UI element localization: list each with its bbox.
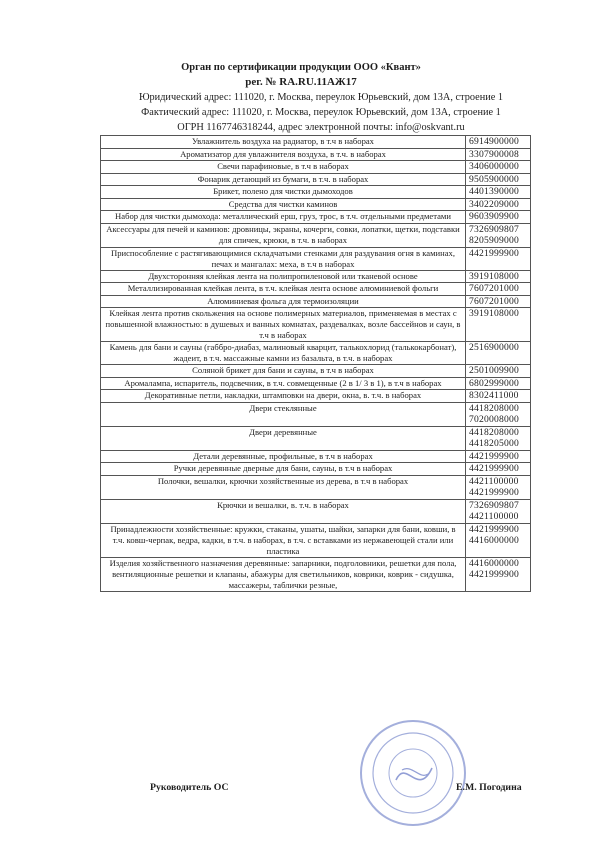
product-description: Набор для чистки дымохода: металлический ерш, груз, трос, в т.ч. отдельными предметами — [101, 211, 466, 224]
ogrn-line: ОГРН 1167746318244, адрес электронной почты: info@oskvant.ru — [177, 122, 465, 133]
product-description: Двухсторонняя клейкая лента на полипропиленовой или тканевой основе — [101, 270, 466, 283]
table-row — [101, 463, 531, 476]
tn-ved-code: 3919108000 — [469, 308, 519, 319]
tn-ved-code: 9505900000 — [469, 173, 519, 185]
tn-ved-code: 4418208000 — [469, 426, 519, 438]
table-row — [101, 390, 531, 403]
tn-ved-code: 4421999900 — [469, 523, 519, 535]
tn-ved-codes — [466, 283, 531, 296]
product-description: Приспособление с растягивающимися складчатыми стенками для раздувания огня в каминах, печах и мангалах: меха, в т.ч в наборах — [101, 247, 466, 270]
product-description: Полочки, вешалки, крючки хозяйственные из дерева, в т.ч в наборах — [101, 475, 466, 499]
tn-ved-code: 8302411000 — [469, 390, 519, 401]
product-description: Фонарик детающий из бумаги, в т.ч. в наборах — [101, 173, 466, 186]
registration-number: рег. № RA.RU.11АЖ17 — [245, 76, 357, 88]
table-row — [101, 173, 531, 186]
table-row — [101, 308, 531, 342]
product-description: Ароматизатор для увлажнителя воздуха, в т.ч. в наборах — [101, 148, 466, 161]
tn-ved-codes — [466, 402, 531, 426]
tn-ved-codes — [466, 198, 531, 211]
table-row — [101, 148, 531, 161]
tn-ved-code: 7326909807 — [469, 499, 519, 511]
tn-ved-code: 4421999900 — [469, 463, 519, 474]
table-row — [101, 402, 531, 426]
table-row — [101, 523, 531, 557]
tn-ved-code: 9603909900 — [469, 211, 519, 222]
table-row — [101, 161, 531, 174]
product-description: Алюминиевая фольга для термоизоляции — [101, 295, 466, 308]
tn-ved-code: 3919108000 — [469, 270, 519, 282]
table-row — [101, 557, 531, 591]
tn-ved-code: 4416000000 — [469, 535, 519, 546]
organization-stamp — [358, 718, 468, 828]
tn-ved-codes — [466, 308, 531, 342]
table-row — [101, 270, 531, 283]
table-row — [101, 475, 531, 499]
head-label: Руководитель ОС — [150, 782, 229, 793]
product-description: Принадлежности хозяйственные: кружки, стаканы, ушаты, шайки, запарки для бани, ковши, в т.ч. ковш-черпак, ведра, кадки, в т.ч. в наборах, в т.ч. с вставками из нержавеющей стали или пластика — [101, 523, 466, 557]
products-table — [100, 135, 531, 592]
tn-ved-codes — [466, 390, 531, 403]
product-description: Аксессуары для печей и каминов: дровницы, экраны, кочерги, совки, лопатки, щетки, подставки для спичек, крюки, в т.ч. в наборах — [101, 223, 466, 247]
tn-ved-codes — [466, 450, 531, 463]
tn-ved-code: 2516900000 — [469, 342, 519, 353]
table-row — [101, 295, 531, 308]
tn-ved-code: 4421100000 — [469, 511, 519, 522]
product-description: Изделия хозяйственного назначения деревянные: запарники, подголовники, решетки для пола, вентиляционные решетки и клапаны, абажуры для светильников, коврики, коврик - сидушка, массажеры, таблички резные, — [101, 557, 466, 591]
tn-ved-code: 7607201000 — [469, 295, 519, 307]
tn-ved-code: 4421100000 — [469, 475, 519, 487]
tn-ved-codes — [466, 523, 531, 557]
head-name: Е.М. Погодина — [456, 782, 522, 793]
table-row — [101, 211, 531, 224]
tn-ved-code: 3406000000 — [469, 161, 519, 172]
legal-address: Юридический адрес: 111020, г. Москва, переулок Юрьевский, дом 13А, строение 1 — [138, 92, 504, 103]
tn-ved-code: 7607201000 — [469, 283, 519, 294]
tn-ved-code: 3402209000 — [469, 198, 519, 210]
tn-ved-codes — [466, 161, 531, 174]
tn-ved-codes — [466, 475, 531, 499]
product-description: Металлизированная клейкая лента, в т.ч. клейкая лента основе алюминиевой фольги — [101, 283, 466, 296]
table-row — [101, 377, 531, 390]
tn-ved-codes — [466, 223, 531, 247]
tn-ved-code: 4418208000 — [469, 402, 519, 414]
table-row — [101, 283, 531, 296]
tn-ved-codes — [466, 247, 531, 270]
product-description: Свечи парафиновые, в т.ч в наборах — [101, 161, 466, 174]
table-row — [101, 426, 531, 450]
tn-ved-code: 4421999900 — [469, 487, 519, 498]
tn-ved-codes — [466, 173, 531, 186]
table-row — [101, 247, 531, 270]
product-description: Клейкая лента против скольжения на основе полимерных материалов, применяемая в местах с повышенной влажностью: в душевых и ванных комнатах, раздевалках, возле бассейнов и саун, в т.ч в наборах — [101, 308, 466, 342]
table-row — [101, 450, 531, 463]
tn-ved-code: 6802999000 — [469, 377, 519, 389]
product-description: Декоративные петли, накладки, штамповки на двери, окна, в. т.ч. в наборах — [101, 390, 466, 403]
tn-ved-code: 4421999900 — [469, 450, 519, 462]
tn-ved-codes — [466, 211, 531, 224]
tn-ved-codes — [466, 295, 531, 308]
organization-title: Орган по сертификации продукции ООО «Квант» — [181, 62, 421, 73]
product-description: Соляной брикет для бани и сауны, в т.ч в наборах — [101, 365, 466, 378]
tn-ved-code: 4418205000 — [469, 438, 519, 449]
tn-ved-code: 4416000000 — [469, 557, 519, 569]
product-description: Детали деревянные, профильные, в т.ч в наборах — [101, 450, 466, 463]
table-row — [101, 198, 531, 211]
tn-ved-code: 8205909000 — [469, 235, 519, 246]
product-description: Средства для чистки каминов — [101, 198, 466, 211]
product-description: Двери стеклянные — [101, 402, 466, 426]
product-description: Ручки деревянные дверные для бани, сауны, в т.ч в наборах — [101, 463, 466, 476]
tn-ved-code: 7020008000 — [469, 414, 519, 425]
document-header — [0, 60, 602, 135]
tn-ved-codes — [466, 426, 531, 450]
product-description: Двери деревянные — [101, 426, 466, 450]
table-row — [101, 365, 531, 378]
actual-address: Фактический адрес: 111020, г. Москва, переулок Юрьевский, дом 13А, строение 1 — [141, 107, 501, 118]
tn-ved-codes — [466, 186, 531, 199]
tn-ved-codes — [466, 365, 531, 378]
table-row — [101, 499, 531, 523]
tn-ved-codes — [466, 342, 531, 365]
product-description: Увлажнитель воздуха на радиатор, в т.ч в наборах — [101, 136, 466, 149]
tn-ved-codes — [466, 377, 531, 390]
product-description: Крючки и вешалки, в. т.ч. в наборах — [101, 499, 466, 523]
tn-ved-codes — [466, 148, 531, 161]
tn-ved-codes — [466, 136, 531, 149]
product-description: Камень для бани и сауны (габбро-диабаз, малиновый кварцит, талькохлорид (талькокарбонат), жадеит, в т.ч. массажные камни из базальта, в т.ч. в наборах — [101, 342, 466, 365]
tn-ved-codes — [466, 270, 531, 283]
tn-ved-code: 4401390000 — [469, 186, 519, 197]
tn-ved-codes — [466, 557, 531, 591]
tn-ved-codes — [466, 463, 531, 476]
table-row — [101, 342, 531, 365]
tn-ved-codes — [466, 499, 531, 523]
tn-ved-code: 4421999900 — [469, 569, 519, 580]
product-description: Брикет, полено для чистки дымоходов — [101, 186, 466, 199]
product-description: Аромалампа, испаритель, подсвечник, в т.ч. совмещенные (2 в 1/ 3 в 1), в т.ч в наборах — [101, 377, 466, 390]
tn-ved-code: 4421999900 — [469, 247, 519, 259]
tn-ved-code: 6914900000 — [469, 136, 519, 147]
table-row — [101, 223, 531, 247]
tn-ved-code: 2501009900 — [469, 365, 519, 376]
tn-ved-code: 7326909807 — [469, 223, 519, 235]
tn-ved-code: 3307900008 — [469, 148, 519, 160]
table-row — [101, 136, 531, 149]
table-row — [101, 186, 531, 199]
